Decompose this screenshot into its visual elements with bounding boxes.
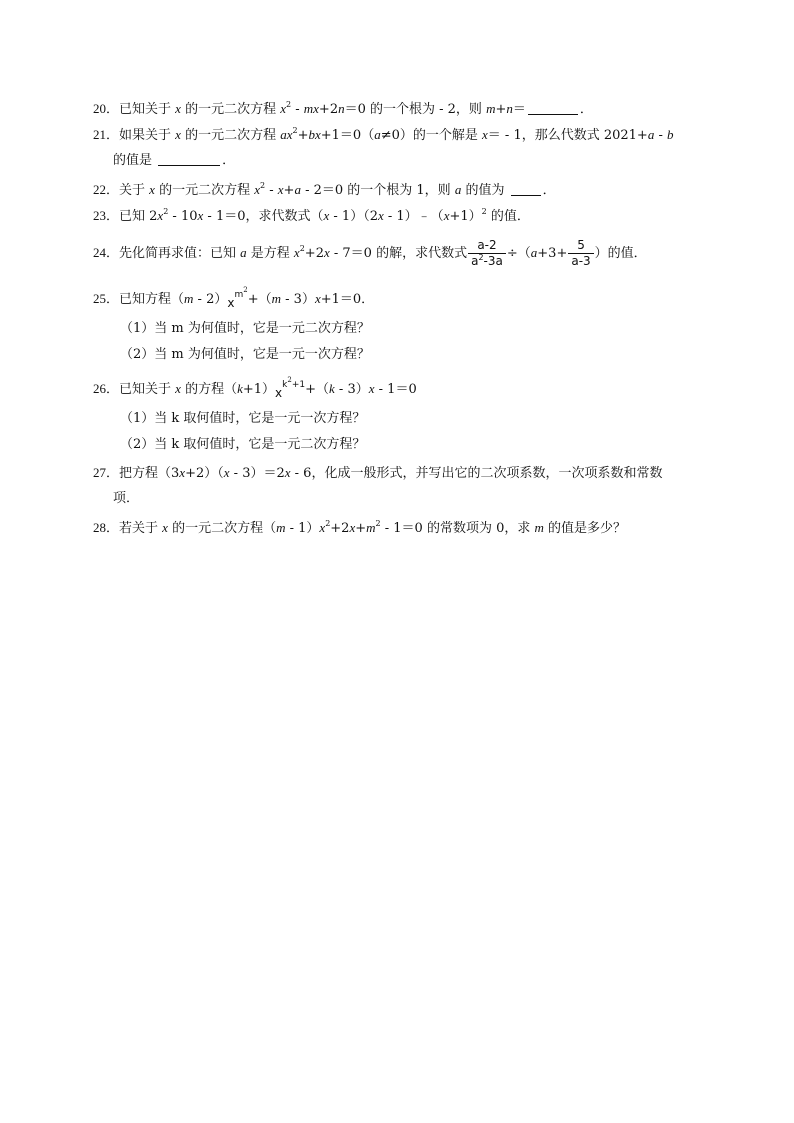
question-text: 的值是 [113,153,153,168]
punctuation: ． [542,183,556,198]
question-number: 28． [93,520,120,535]
question-number: 20． [93,101,120,116]
fraction-numerator: 5 [568,238,593,254]
fraction-denominator: a-3 [571,254,591,268]
answer-blank[interactable] [528,102,578,115]
fraction-numerator: a-2 [468,238,506,254]
question-25-part-2: （2）当 m 为何值时，它是一元一次方程？ [120,347,370,362]
fraction-denominator: $a^2-3a$ [471,252,503,268]
question-27: 27．把方程（3x+2）（x - 3）＝2x - 6，化成一般形式，并写出它的二次项系数，一次项系数和常数 [93,465,663,481]
answer-blank[interactable] [158,153,220,166]
fraction-1 [468,238,506,270]
question-21: 21．如果关于 x 的一元二次方程 $ax^2+bx+1=0(a\ne 0)$的一个解是 x＝ - 1，那么代数式 2021+a - b [93,125,674,143]
question-number: 22． [93,182,120,197]
question-24: 24．先化简再求值：已知 a 是方程 $x^2+2x - 7=0$ 的解，求代数式 $\frac{a-2}{a^2-3a}$ ÷（a+3+ $\frac{5}{a-3}$ ）的值． [93,237,647,268]
punctuation: ． [222,153,236,168]
question-26-part-2: （2）当 k 取何值时，它是一元二次方程？ [120,437,366,452]
punctuation: ． [579,102,593,117]
fraction-2 [568,238,593,269]
question-20: 20．已知关于 x 的一元二次方程 $x^2 - mx+2n=0$ 的一个根为 - 2，则 m+n＝ ． [93,99,593,117]
question-number: 27． [93,465,120,480]
question-number: 21． [93,127,120,142]
question-25-part-1: （1）当 m 为何值时，它是一元二次方程？ [120,321,370,336]
question-number: 25． [93,291,120,306]
answer-blank[interactable] [511,183,541,196]
question-26-part-1: （1）当 k 取何值时，它是一元一次方程？ [120,411,366,426]
question-number: 23． [93,208,120,223]
question-28: 28．若关于 x 的一元二次方程$(m - 1)x^2+2x+m^2 - 1=0$ 的常数项为 0，求 m 的值是多少？ [93,518,627,536]
question-26: 26．已知关于 x 的方程$(k+1)x^{k2+1}+(k - 3)x - 1=0$ [93,376,417,400]
question-23: 23．已知 $2x^2 - 10x - 1=0$，求代数式$(x - 1)(2x - 1)﹣(x+1)^2$ 的值． [93,206,530,224]
question-21-line2 [113,152,235,170]
question-22: 22．关于 x 的一元二次方程 $x^2 - x+a - 2=0$ 的一个根为 1，则 a 的值为 ． [93,180,556,198]
question-number: 24． [93,245,120,260]
question-27-line2: 项． [113,491,140,506]
question-25: 25．已知方程$(m - 2)x^{m2}+(m - 3)x+1=0$． [93,286,375,310]
question-number: 26． [93,381,120,396]
